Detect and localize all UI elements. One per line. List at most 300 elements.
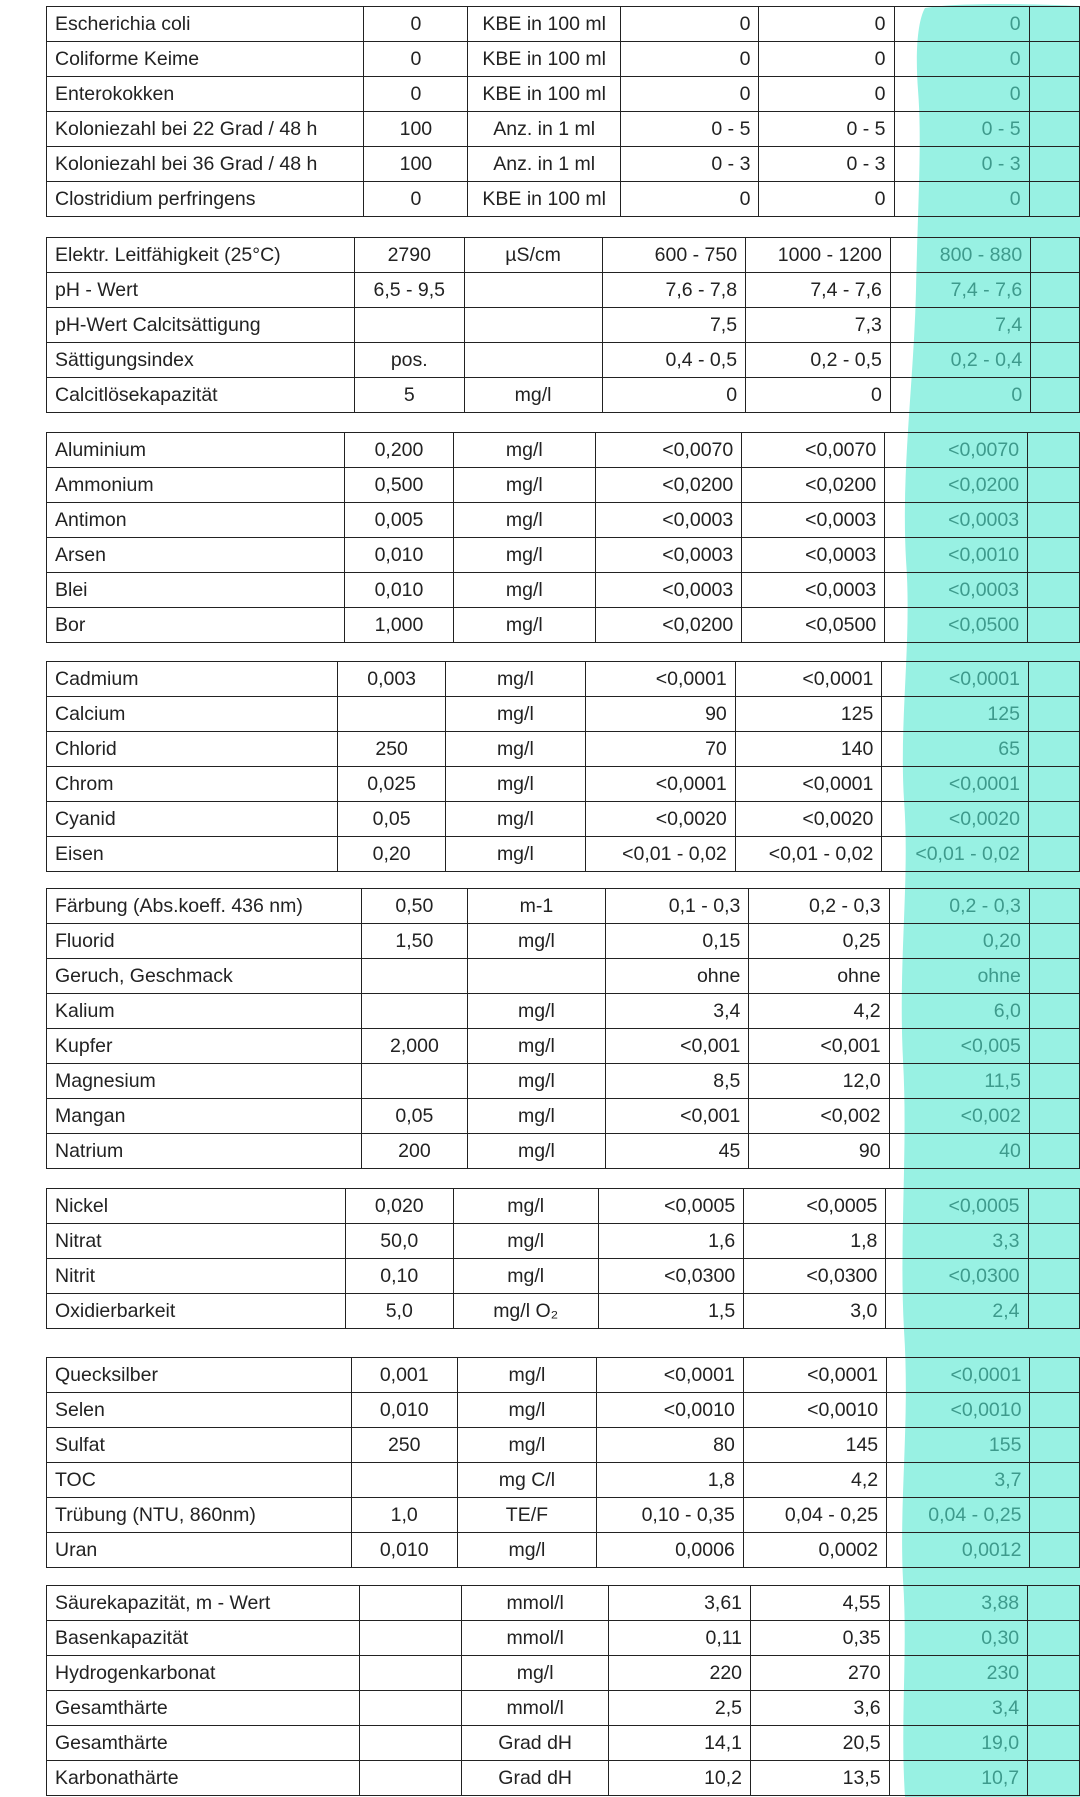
extra-cell xyxy=(1028,538,1080,573)
extra-cell xyxy=(1030,1393,1080,1428)
limit-cell xyxy=(360,1621,462,1656)
parameter-group-8 xyxy=(46,1585,1080,1796)
value-a-cell: <0,0200 xyxy=(595,608,741,643)
value-a-cell: 0,4 - 0,5 xyxy=(602,343,746,378)
value-c-cell: 0,0012 xyxy=(887,1533,1030,1568)
value-a-cell: 45 xyxy=(605,1134,749,1169)
extra-cell xyxy=(1028,1189,1079,1224)
unit-cell xyxy=(468,959,606,994)
value-a-cell: 10,2 xyxy=(608,1761,750,1796)
limit-cell: 100 xyxy=(364,147,468,182)
value-a-cell: ohne xyxy=(605,959,749,994)
value-c-cell: 0,20 xyxy=(889,924,1029,959)
value-c-cell: ohne xyxy=(889,959,1029,994)
limit-cell xyxy=(355,308,465,343)
table-row xyxy=(47,238,1080,273)
value-b-cell: 90 xyxy=(749,1134,889,1169)
table-row xyxy=(47,1358,1080,1393)
value-b-cell: 0,35 xyxy=(751,1621,890,1656)
value-a-cell: <0,001 xyxy=(605,1029,749,1064)
parameter-cell: Escherichia coli xyxy=(47,7,364,42)
parameter-cell: Geruch, Geschmack xyxy=(47,959,362,994)
value-a-cell: <0,0020 xyxy=(585,802,735,837)
unit-cell: mg/l xyxy=(468,1064,606,1099)
unit-cell: mg/l xyxy=(453,573,595,608)
value-a-cell: 2,5 xyxy=(608,1691,750,1726)
extra-cell xyxy=(1028,802,1079,837)
value-c-cell: <0,002 xyxy=(889,1099,1029,1134)
limit-cell: 0,010 xyxy=(345,573,454,608)
parameter-group-4 xyxy=(46,661,1080,872)
unit-cell: mg/l xyxy=(468,1029,606,1064)
parameter-cell: pH-Wert Calcitsättigung xyxy=(47,308,355,343)
table-row xyxy=(47,1726,1080,1761)
value-b-cell: 0,0002 xyxy=(743,1533,886,1568)
value-c-cell: <0,0003 xyxy=(885,503,1028,538)
limit-cell: 0,500 xyxy=(345,468,454,503)
value-c-cell: <0,0005 xyxy=(886,1189,1028,1224)
unit-cell: mg/l xyxy=(468,1099,606,1134)
value-a-cell: <0,0200 xyxy=(595,468,741,503)
parameter-cell: Nickel xyxy=(47,1189,346,1224)
parameter-cell: Fluorid xyxy=(47,924,362,959)
parameter-cell: Chrom xyxy=(47,767,338,802)
limit-cell: 2790 xyxy=(355,238,465,273)
table-row xyxy=(47,468,1080,503)
extra-cell xyxy=(1028,767,1079,802)
limit-cell xyxy=(360,1656,462,1691)
parameter-cell: Quecksilber xyxy=(47,1358,352,1393)
limit-cell xyxy=(361,959,468,994)
extra-cell xyxy=(1028,697,1079,732)
value-a-cell: <0,0005 xyxy=(598,1189,744,1224)
table-row xyxy=(47,538,1080,573)
value-c-cell: 0 xyxy=(894,7,1029,42)
parameter-cell: TOC xyxy=(47,1463,352,1498)
extra-cell xyxy=(1028,1621,1080,1656)
value-b-cell: 12,0 xyxy=(749,1064,889,1099)
parameter-cell: Sulfat xyxy=(47,1428,352,1463)
extra-cell xyxy=(1029,1099,1079,1134)
parameter-cell: Sättigungsindex xyxy=(47,343,355,378)
value-c-cell: 3,3 xyxy=(886,1224,1028,1259)
unit-cell xyxy=(464,308,602,343)
table-row xyxy=(47,42,1080,77)
unit-cell: mg/l xyxy=(445,767,585,802)
table-row xyxy=(47,1498,1080,1533)
extra-cell xyxy=(1029,112,1079,147)
value-a-cell: 3,4 xyxy=(605,994,749,1029)
table-row xyxy=(47,1691,1080,1726)
value-a-cell: 0 - 3 xyxy=(620,147,758,182)
parameter-group-2 xyxy=(46,237,1080,413)
unit-cell: mg/l O₂ xyxy=(453,1294,598,1329)
value-c-cell: 0 xyxy=(890,378,1030,413)
parameter-cell: Nitrat xyxy=(47,1224,346,1259)
table-row xyxy=(47,1099,1080,1134)
value-c-cell: <0,0003 xyxy=(885,573,1028,608)
limit-cell: 0 xyxy=(364,7,468,42)
table-row xyxy=(47,433,1080,468)
limit-cell: 100 xyxy=(364,112,468,147)
value-c-cell: 19,0 xyxy=(889,1726,1028,1761)
limit-cell: 250 xyxy=(351,1428,457,1463)
table-row xyxy=(47,959,1080,994)
table-row xyxy=(47,802,1080,837)
table-row xyxy=(47,889,1080,924)
value-c-cell: 3,4 xyxy=(889,1691,1028,1726)
parameter-cell: Gesamthärte xyxy=(47,1726,360,1761)
extra-cell xyxy=(1029,889,1079,924)
value-b-cell: 0,2 - 0,3 xyxy=(749,889,889,924)
table-row xyxy=(47,7,1080,42)
parameter-cell: Kupfer xyxy=(47,1029,362,1064)
table-row xyxy=(47,662,1080,697)
value-b-cell: 20,5 xyxy=(751,1726,890,1761)
parameter-cell: Magnesium xyxy=(47,1064,362,1099)
table-row xyxy=(47,1224,1080,1259)
extra-cell xyxy=(1031,273,1080,308)
table-row xyxy=(47,1189,1080,1224)
extra-cell xyxy=(1028,1294,1079,1329)
parameter-cell: Bor xyxy=(47,608,345,643)
unit-cell: KBE in 100 ml xyxy=(468,42,621,77)
limit-cell xyxy=(360,1726,462,1761)
unit-cell: mg/l xyxy=(453,503,595,538)
value-b-cell: <0,0070 xyxy=(742,433,885,468)
value-b-cell: <0,0003 xyxy=(742,573,885,608)
extra-cell xyxy=(1029,1064,1079,1099)
value-a-cell: 7,5 xyxy=(602,308,746,343)
unit-cell: mg/l xyxy=(445,697,585,732)
value-b-cell: 4,55 xyxy=(751,1586,890,1621)
value-a-cell: <0,0001 xyxy=(585,662,735,697)
value-c-cell: 0,30 xyxy=(889,1621,1028,1656)
value-c-cell: 2,4 xyxy=(886,1294,1028,1329)
parameter-cell: Coliforme Keime xyxy=(47,42,364,77)
limit-cell: 0 xyxy=(364,182,468,217)
value-c-cell: 155 xyxy=(887,1428,1030,1463)
unit-cell: KBE in 100 ml xyxy=(468,77,621,112)
limit-cell: 0,010 xyxy=(351,1393,457,1428)
value-b-cell: 0 xyxy=(759,42,894,77)
extra-cell xyxy=(1030,1358,1080,1393)
table-row xyxy=(47,1134,1080,1169)
table-row xyxy=(47,1259,1080,1294)
extra-cell xyxy=(1031,378,1080,413)
value-c-cell: <0,0010 xyxy=(885,538,1028,573)
value-b-cell: 125 xyxy=(735,697,882,732)
parameter-cell: Ammonium xyxy=(47,468,345,503)
value-a-cell: 1,8 xyxy=(597,1463,744,1498)
unit-cell: mg/l xyxy=(468,994,606,1029)
value-a-cell: 1,5 xyxy=(598,1294,744,1329)
parameter-cell: Basenkapazität xyxy=(47,1621,360,1656)
unit-cell: mg C/l xyxy=(457,1463,597,1498)
value-a-cell: 3,61 xyxy=(608,1586,750,1621)
limit-cell: 5,0 xyxy=(345,1294,453,1329)
value-a-cell: <0,0001 xyxy=(597,1358,744,1393)
parameter-cell: Säurekapazität, m - Wert xyxy=(47,1586,360,1621)
value-a-cell: <0,001 xyxy=(605,1099,749,1134)
value-b-cell: 3,0 xyxy=(744,1294,886,1329)
table-row xyxy=(47,503,1080,538)
limit-cell: 0,003 xyxy=(338,662,446,697)
value-b-cell: <0,0003 xyxy=(742,538,885,573)
value-a-cell: <0,0003 xyxy=(595,573,741,608)
parameter-cell: Hydrogenkarbonat xyxy=(47,1656,360,1691)
unit-cell: mg/l xyxy=(453,433,595,468)
limit-cell: 0,10 xyxy=(345,1259,453,1294)
limit-cell: 6,5 - 9,5 xyxy=(355,273,465,308)
parameter-cell: Mangan xyxy=(47,1099,362,1134)
extra-cell xyxy=(1028,608,1080,643)
table-row xyxy=(47,994,1080,1029)
value-a-cell: 0 - 5 xyxy=(620,112,758,147)
value-a-cell: 90 xyxy=(585,697,735,732)
parameter-cell: Antimon xyxy=(47,503,345,538)
value-b-cell: ohne xyxy=(749,959,889,994)
value-b-cell: 7,4 - 7,6 xyxy=(746,273,891,308)
extra-cell xyxy=(1028,433,1080,468)
extra-cell xyxy=(1029,42,1079,77)
extra-cell xyxy=(1031,343,1080,378)
table-row xyxy=(47,147,1080,182)
parameter-cell: Chlorid xyxy=(47,732,338,767)
value-c-cell: 6,0 xyxy=(889,994,1029,1029)
limit-cell xyxy=(361,994,468,1029)
table-row xyxy=(47,837,1080,872)
value-a-cell: 0,0006 xyxy=(597,1533,744,1568)
value-a-cell: 0,10 - 0,35 xyxy=(597,1498,744,1533)
value-a-cell: 0 xyxy=(602,378,746,413)
unit-cell: Anz. in 1 ml xyxy=(468,112,621,147)
value-c-cell: 7,4 xyxy=(890,308,1030,343)
limit-cell: 0,200 xyxy=(345,433,454,468)
limit-cell: 250 xyxy=(338,732,446,767)
extra-cell xyxy=(1031,308,1080,343)
unit-cell: mg/l xyxy=(453,1224,598,1259)
value-b-cell: <0,002 xyxy=(749,1099,889,1134)
table-row xyxy=(47,1393,1080,1428)
value-c-cell: 0 xyxy=(894,77,1029,112)
value-b-cell: <0,0020 xyxy=(735,802,882,837)
value-b-cell: 1,8 xyxy=(744,1224,886,1259)
unit-cell: mmol/l xyxy=(462,1691,609,1726)
table-row xyxy=(47,1064,1080,1099)
unit-cell: Anz. in 1 ml xyxy=(468,147,621,182)
value-b-cell: 0 xyxy=(746,378,891,413)
table-row xyxy=(47,77,1080,112)
table-row xyxy=(47,1761,1080,1796)
value-b-cell: 140 xyxy=(735,732,882,767)
table-row xyxy=(47,1463,1080,1498)
limit-cell: 200 xyxy=(361,1134,468,1169)
extra-cell xyxy=(1028,1691,1080,1726)
value-b-cell: 0 xyxy=(759,7,894,42)
value-a-cell: 70 xyxy=(585,732,735,767)
value-b-cell: <0,0010 xyxy=(743,1393,886,1428)
limit-cell xyxy=(360,1586,462,1621)
unit-cell: mg/l xyxy=(445,837,585,872)
unit-cell: mg/l xyxy=(453,1259,598,1294)
value-b-cell: 0 xyxy=(759,182,894,217)
value-b-cell: 4,2 xyxy=(743,1463,886,1498)
unit-cell: mg/l xyxy=(453,538,595,573)
parameter-cell: Cadmium xyxy=(47,662,338,697)
parameter-cell: Enterokokken xyxy=(47,77,364,112)
value-c-cell: <0,01 - 0,02 xyxy=(882,837,1029,872)
unit-cell: Grad dH xyxy=(462,1761,609,1796)
unit-cell: m-1 xyxy=(468,889,606,924)
unit-cell: mg/l xyxy=(468,1134,606,1169)
value-b-cell: 270 xyxy=(751,1656,890,1691)
value-c-cell: <0,0070 xyxy=(885,433,1028,468)
parameter-cell: Cyanid xyxy=(47,802,338,837)
table-row xyxy=(47,608,1080,643)
value-c-cell: 40 xyxy=(889,1134,1029,1169)
table-row xyxy=(47,573,1080,608)
value-a-cell: 1,6 xyxy=(598,1224,744,1259)
table-row xyxy=(47,732,1080,767)
parameter-cell: Karbonathärte xyxy=(47,1761,360,1796)
table-row xyxy=(47,273,1080,308)
extra-cell xyxy=(1031,238,1080,273)
value-c-cell: 0 - 5 xyxy=(894,112,1029,147)
value-c-cell: 125 xyxy=(882,697,1029,732)
value-a-cell: <0,0070 xyxy=(595,433,741,468)
extra-cell xyxy=(1030,1498,1080,1533)
limit-cell: 5 xyxy=(355,378,465,413)
extra-cell xyxy=(1030,1428,1080,1463)
table-row xyxy=(47,378,1080,413)
extra-cell xyxy=(1030,1533,1080,1568)
value-b-cell: 0,04 - 0,25 xyxy=(743,1498,886,1533)
value-c-cell: <0,0500 xyxy=(885,608,1028,643)
parameter-cell: Eisen xyxy=(47,837,338,872)
extra-cell xyxy=(1028,662,1079,697)
parameter-cell: Koloniezahl bei 36 Grad / 48 h xyxy=(47,147,364,182)
value-b-cell: <0,0200 xyxy=(742,468,885,503)
unit-cell: TE/F xyxy=(457,1498,597,1533)
value-c-cell: <0,0300 xyxy=(886,1259,1028,1294)
value-b-cell: 3,6 xyxy=(751,1691,890,1726)
parameter-group-6 xyxy=(46,1188,1080,1329)
value-a-cell: 0 xyxy=(620,182,758,217)
limit-cell: 0,010 xyxy=(345,538,454,573)
unit-cell: mg/l xyxy=(445,732,585,767)
limit-cell: pos. xyxy=(355,343,465,378)
extra-cell xyxy=(1028,573,1080,608)
value-b-cell: <0,0003 xyxy=(742,503,885,538)
parameter-group-3 xyxy=(46,432,1080,643)
value-c-cell: <0,0020 xyxy=(882,802,1029,837)
value-c-cell: 0 xyxy=(894,182,1029,217)
value-a-cell: 7,6 - 7,8 xyxy=(602,273,746,308)
unit-cell: mg/l xyxy=(468,924,606,959)
value-a-cell: <0,01 - 0,02 xyxy=(585,837,735,872)
unit-cell: Grad dH xyxy=(462,1726,609,1761)
extra-cell xyxy=(1029,1029,1079,1064)
extra-cell xyxy=(1029,182,1079,217)
unit-cell: mg/l xyxy=(445,662,585,697)
value-b-cell: 0,2 - 0,5 xyxy=(746,343,891,378)
table-row xyxy=(47,1621,1080,1656)
table-row xyxy=(47,343,1080,378)
table-row xyxy=(47,1029,1080,1064)
extra-cell xyxy=(1028,1224,1079,1259)
limit-cell: 0,005 xyxy=(345,503,454,538)
extra-cell xyxy=(1029,1134,1079,1169)
parameter-cell: Natrium xyxy=(47,1134,362,1169)
unit-cell: mg/l xyxy=(464,378,602,413)
limit-cell: 50,0 xyxy=(345,1224,453,1259)
value-a-cell: 0 xyxy=(620,77,758,112)
unit-cell: mg/l xyxy=(457,1393,597,1428)
parameter-cell: Gesamthärte xyxy=(47,1691,360,1726)
value-b-cell: 0,25 xyxy=(749,924,889,959)
limit-cell: 0,025 xyxy=(338,767,446,802)
extra-cell xyxy=(1028,468,1080,503)
value-a-cell: 0,11 xyxy=(608,1621,750,1656)
value-b-cell: <0,01 - 0,02 xyxy=(735,837,882,872)
value-b-cell: <0,0300 xyxy=(744,1259,886,1294)
value-b-cell: 0 xyxy=(759,77,894,112)
parameter-cell: Selen xyxy=(47,1393,352,1428)
value-c-cell: 3,7 xyxy=(887,1463,1030,1498)
limit-cell xyxy=(338,697,446,732)
parameter-cell: Aluminium xyxy=(47,433,345,468)
value-c-cell: 230 xyxy=(889,1656,1028,1691)
limit-cell: 2,000 xyxy=(361,1029,468,1064)
value-a-cell: <0,0010 xyxy=(597,1393,744,1428)
extra-cell xyxy=(1028,1656,1080,1691)
unit-cell: mg/l xyxy=(457,1358,597,1393)
extra-cell xyxy=(1028,1586,1080,1621)
parameter-cell: pH - Wert xyxy=(47,273,355,308)
value-b-cell: <0,0005 xyxy=(744,1189,886,1224)
value-b-cell: 1000 - 1200 xyxy=(746,238,891,273)
value-b-cell: 0 - 3 xyxy=(759,147,894,182)
value-a-cell: 0,1 - 0,3 xyxy=(605,889,749,924)
value-c-cell: 65 xyxy=(882,732,1029,767)
limit-cell xyxy=(360,1761,462,1796)
value-a-cell: <0,0300 xyxy=(598,1259,744,1294)
extra-cell xyxy=(1029,7,1079,42)
value-a-cell: 0,15 xyxy=(605,924,749,959)
value-b-cell: 145 xyxy=(743,1428,886,1463)
unit-cell: mg/l xyxy=(453,1189,598,1224)
value-c-cell: <0,0001 xyxy=(882,767,1029,802)
extra-cell xyxy=(1028,1259,1079,1294)
limit-cell: 0,010 xyxy=(351,1533,457,1568)
value-b-cell: <0,001 xyxy=(749,1029,889,1064)
value-b-cell: 13,5 xyxy=(751,1761,890,1796)
limit-cell xyxy=(360,1691,462,1726)
unit-cell: µS/cm xyxy=(464,238,602,273)
value-b-cell: 0 - 5 xyxy=(759,112,894,147)
value-a-cell: 0 xyxy=(620,7,758,42)
unit-cell: mg/l xyxy=(457,1533,597,1568)
value-c-cell: 0 xyxy=(894,42,1029,77)
unit-cell xyxy=(464,273,602,308)
extra-cell xyxy=(1028,1761,1080,1796)
value-b-cell: <0,0001 xyxy=(735,662,882,697)
extra-cell xyxy=(1028,1726,1080,1761)
limit-cell: 0,05 xyxy=(338,802,446,837)
parameter-cell: Arsen xyxy=(47,538,345,573)
parameter-cell: Oxidierbarkeit xyxy=(47,1294,346,1329)
